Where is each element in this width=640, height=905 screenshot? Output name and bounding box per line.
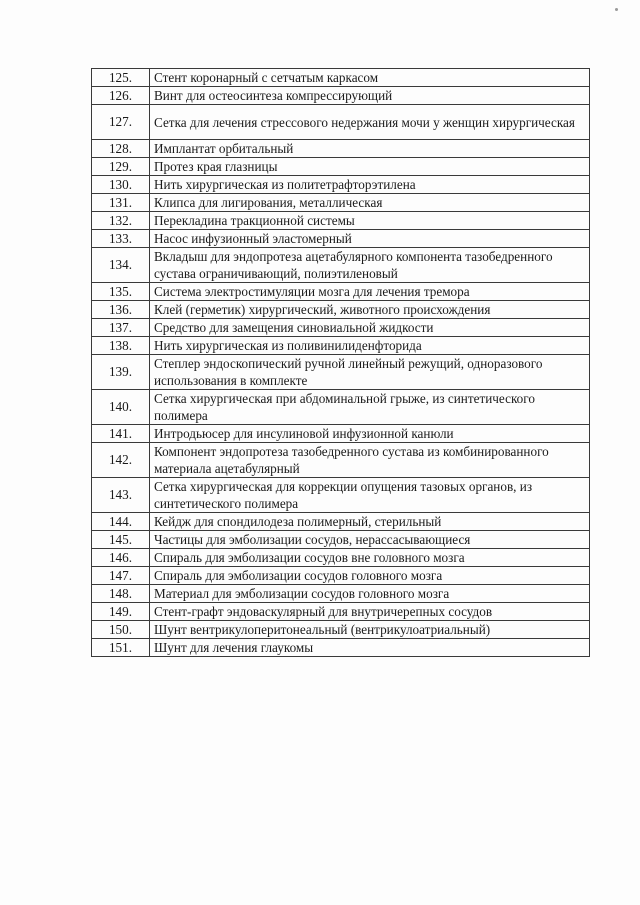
row-name: Шунт вентрикулоперитонеальный (вентрикулоатриальный) [150, 621, 590, 639]
row-number: 144. [92, 513, 150, 531]
row-number: 148. [92, 585, 150, 603]
row-number: 138. [92, 337, 150, 355]
row-number: 127. [92, 105, 150, 140]
row-number: 137. [92, 319, 150, 337]
table-row [92, 549, 590, 567]
row-name: Сетка для лечения стрессового недержания мочи у женщин хирургическая [150, 105, 590, 140]
table-row [92, 531, 590, 549]
row-name: Интродьюсер для инсулиновой инфузионной канюли [150, 425, 590, 443]
table-row [92, 248, 590, 283]
row-number: 150. [92, 621, 150, 639]
row-name: Сетка хирургическая для коррекции опущения тазовых органов, из синтетического полимера [150, 478, 590, 513]
table-row [92, 105, 590, 140]
row-number: 128. [92, 140, 150, 158]
table-row [92, 319, 590, 337]
row-number: 142. [92, 443, 150, 478]
row-name: Стент коронарный с сетчатым каркасом [150, 69, 590, 87]
row-name: Шунт для лечения глаукомы [150, 639, 590, 657]
table-row [92, 390, 590, 425]
row-number: 129. [92, 158, 150, 176]
row-number: 126. [92, 87, 150, 105]
row-number: 125. [92, 69, 150, 87]
row-name: Система электростимуляции мозга для лечения тремора [150, 283, 590, 301]
row-number: 141. [92, 425, 150, 443]
table-row [92, 176, 590, 194]
table-row [92, 87, 590, 105]
table-row [92, 140, 590, 158]
table-row [92, 355, 590, 390]
table-row [92, 443, 590, 478]
table-row [92, 639, 590, 657]
row-number: 140. [92, 390, 150, 425]
row-name: Кейдж для спондилодеза полимерный, стерильный [150, 513, 590, 531]
scan-speck [615, 8, 618, 11]
row-number: 151. [92, 639, 150, 657]
table-row [92, 194, 590, 212]
table-row [92, 603, 590, 621]
table-row [92, 478, 590, 513]
row-number: 136. [92, 301, 150, 319]
table-row [92, 567, 590, 585]
row-name: Нить хирургическая из поливинилиденфторида [150, 337, 590, 355]
row-number: 131. [92, 194, 150, 212]
row-number: 139. [92, 355, 150, 390]
table-row [92, 425, 590, 443]
row-name: Вкладыш для эндопротеза ацетабулярного компонента тазобедренного сустава ограничивающий, полиэтиленовый [150, 248, 590, 283]
row-number: 145. [92, 531, 150, 549]
table-row [92, 337, 590, 355]
table-row [92, 301, 590, 319]
row-number: 146. [92, 549, 150, 567]
row-name: Степлер эндоскопический ручной линейный режущий, одноразового использования в комплекте [150, 355, 590, 390]
table-row [92, 585, 590, 603]
table-row [92, 158, 590, 176]
row-number: 130. [92, 176, 150, 194]
row-number: 135. [92, 283, 150, 301]
row-name: Стент-графт эндоваскулярный для внутричерепных сосудов [150, 603, 590, 621]
row-number: 133. [92, 230, 150, 248]
items-table [91, 68, 590, 657]
row-name: Насос инфузионный эластомерный [150, 230, 590, 248]
row-name: Имплантат орбитальный [150, 140, 590, 158]
table-row [92, 283, 590, 301]
table-row [92, 621, 590, 639]
row-name: Клей (герметик) хирургический, животного происхождения [150, 301, 590, 319]
row-name: Спираль для эмболизации сосудов вне головного мозга [150, 549, 590, 567]
row-name: Протез края глазницы [150, 158, 590, 176]
row-number: 147. [92, 567, 150, 585]
row-name: Перекладина тракционной системы [150, 212, 590, 230]
row-name: Сетка хирургическая при абдоминальной грыже, из синтетического полимера [150, 390, 590, 425]
row-number: 143. [92, 478, 150, 513]
table-row [92, 212, 590, 230]
row-name: Нить хирургическая из политетрафторэтилена [150, 176, 590, 194]
row-name: Спираль для эмболизации сосудов головного мозга [150, 567, 590, 585]
table-row [92, 69, 590, 87]
row-name: Частицы для эмболизации сосудов, нерассасывающиеся [150, 531, 590, 549]
table-row [92, 513, 590, 531]
table-row [92, 230, 590, 248]
row-name: Материал для эмболизации сосудов головного мозга [150, 585, 590, 603]
row-name: Компонент эндопротеза тазобедренного сустава из комбинированного материала ацетабулярный [150, 443, 590, 478]
row-number: 149. [92, 603, 150, 621]
items-table-body [92, 69, 590, 657]
row-number: 134. [92, 248, 150, 283]
row-name: Клипса для лигирования, металлическая [150, 194, 590, 212]
row-number: 132. [92, 212, 150, 230]
row-name: Винт для остеосинтеза компрессирующий [150, 87, 590, 105]
row-name: Средство для замещения синовиальной жидкости [150, 319, 590, 337]
